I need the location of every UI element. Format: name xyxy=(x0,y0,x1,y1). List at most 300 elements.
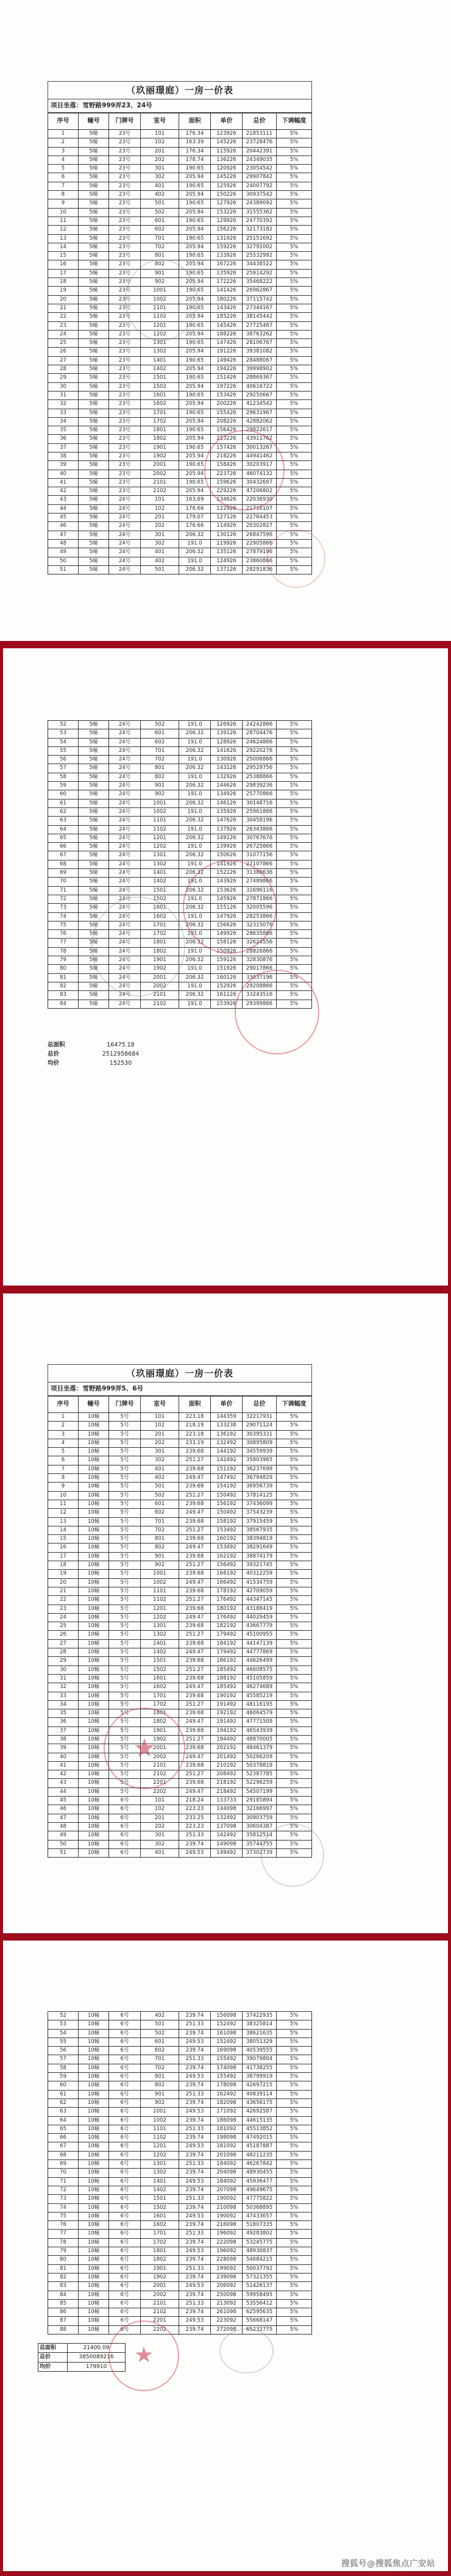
table-cell: 76 xyxy=(48,2221,79,2230)
table-cell: 44 xyxy=(48,505,79,513)
table-cell: 80 xyxy=(48,2256,79,2264)
table-row xyxy=(48,895,312,904)
table-cell: 10幢 xyxy=(79,1579,109,1587)
table-cell: 239.68 xyxy=(179,1500,211,1509)
table-cell: 83 xyxy=(48,991,79,1000)
table-cell: 5号 xyxy=(109,1465,141,1474)
table-cell: 23号 xyxy=(109,348,141,356)
table-row xyxy=(48,548,312,557)
table-cell: 501 xyxy=(141,2020,179,2029)
table-row xyxy=(48,331,312,339)
table-cell: 6号 xyxy=(109,2221,141,2230)
table-cell: 23号 xyxy=(109,313,141,321)
table-row xyxy=(48,747,312,756)
table-cell: 25388866 xyxy=(243,773,277,782)
table-cell: 45100955 xyxy=(243,1631,277,1639)
table-cell: 24号 xyxy=(109,773,141,782)
table-cell: 1402 xyxy=(141,878,179,886)
table-cell: 222098 xyxy=(211,2239,243,2247)
table-cell: 144192 xyxy=(211,1448,243,1456)
table-cell: 10幢 xyxy=(79,2300,109,2308)
table-cell: 139926 xyxy=(211,843,243,851)
table-cell: 5% xyxy=(277,843,312,851)
price-table xyxy=(48,113,312,574)
table-row xyxy=(48,982,312,991)
table-cell: 190.65 xyxy=(179,287,211,295)
table-cell: 5% xyxy=(277,418,312,426)
table-cell: 87 xyxy=(48,2317,79,2325)
table-cell: 205.94 xyxy=(179,400,211,409)
table-cell: 45105859 xyxy=(243,1675,277,1683)
table-cell: 5幢 xyxy=(79,252,109,260)
table-cell: 153492 xyxy=(211,1544,243,1552)
table-cell: 28253866 xyxy=(243,913,277,921)
table-cell: 34 xyxy=(48,418,79,426)
table-cell: 24号 xyxy=(109,764,141,773)
table-cell: 55 xyxy=(48,747,79,756)
table-cell: 10幢 xyxy=(79,1657,109,1665)
table-cell: 153926 xyxy=(211,1000,243,1009)
table-cell: 5% xyxy=(277,1841,312,1849)
table-cell: 10幢 xyxy=(79,1622,109,1631)
table-cell: 161126 xyxy=(211,991,243,1000)
table-cell: 48930837 xyxy=(243,2247,277,2256)
table-cell: 63 xyxy=(48,817,79,825)
table-cell: 5% xyxy=(277,270,312,278)
table-row xyxy=(48,965,312,973)
table-cell: 5号 xyxy=(109,1683,141,1692)
table-cell: 5% xyxy=(277,409,312,418)
table-cell: 206.32 xyxy=(179,904,211,912)
table-cell: 206.32 xyxy=(179,729,211,738)
price-table-continued xyxy=(48,720,312,1009)
table-cell: 5% xyxy=(277,1744,312,1753)
table-cell: 49 xyxy=(48,1831,79,1840)
table-cell: 5% xyxy=(277,2230,312,2238)
table-cell: 38291649 xyxy=(243,1544,277,1552)
table-cell: 6号 xyxy=(109,2213,141,2221)
table-cell: 5% xyxy=(277,1631,312,1639)
table-cell: 801 xyxy=(141,252,179,260)
table-cell: 5幢 xyxy=(79,148,109,156)
table-cell: 6号 xyxy=(109,2291,141,2300)
table-cell: 402 xyxy=(141,557,179,566)
table-cell: 5% xyxy=(277,1718,312,1726)
table-cell: 24号 xyxy=(109,531,141,540)
table-cell: 802 xyxy=(141,260,179,269)
table-cell: 6号 xyxy=(109,2117,141,2125)
table-cell: 402 xyxy=(141,191,179,199)
table-cell: 5幢 xyxy=(79,470,109,479)
table-cell: 249.47 xyxy=(179,1579,211,1587)
table-cell: 206.32 xyxy=(179,974,211,982)
table-cell: 5% xyxy=(277,348,312,356)
table-cell: 23号 xyxy=(109,243,141,252)
table-cell: 20442391 xyxy=(243,148,277,156)
table-cell: 5% xyxy=(277,209,312,217)
table-cell: 33 xyxy=(48,1692,79,1701)
table-row xyxy=(48,1666,312,1675)
table-cell: 23号 xyxy=(109,217,141,226)
table-cell: 23号 xyxy=(109,156,141,165)
table-cell: 82 xyxy=(48,982,79,991)
table-cell: 72 xyxy=(48,895,79,904)
table-cell: 134626 xyxy=(211,496,243,504)
table-cell: 5% xyxy=(277,217,312,226)
table-cell: 39 xyxy=(48,1744,79,1753)
table-cell: 26343866 xyxy=(243,826,277,834)
table-cell: 5幢 xyxy=(79,860,109,869)
table-cell: 43656175 xyxy=(243,2099,277,2108)
table-cell: 63 xyxy=(48,2108,79,2116)
table-cell: 5号 xyxy=(109,1553,141,1561)
table-cell: 23号 xyxy=(109,209,141,217)
table-row xyxy=(48,2091,312,2099)
table-cell: 208226 xyxy=(211,418,243,426)
table-cell: 2001 xyxy=(141,1744,179,1753)
table-cell: 5幢 xyxy=(79,834,109,843)
table-row xyxy=(48,226,312,234)
table-cell: 10幢 xyxy=(79,1614,109,1622)
table-cell: 41 xyxy=(48,479,79,487)
table-cell: 36237699 xyxy=(243,1465,277,1474)
table-cell: 156098 xyxy=(211,2012,243,2020)
table-cell: 5幢 xyxy=(79,826,109,834)
table-cell: 40539555 xyxy=(243,2047,277,2055)
table-cell: 23号 xyxy=(109,444,141,453)
table-cell: 84 xyxy=(48,1000,79,1009)
table-row xyxy=(48,1456,312,1465)
table-cell: 154192 xyxy=(211,1483,243,1491)
table-cell: 150226 xyxy=(211,191,243,199)
table-cell: 26962867 xyxy=(243,287,277,295)
table-cell: 6号 xyxy=(109,2055,141,2064)
table-row xyxy=(48,2064,312,2073)
table-row xyxy=(48,1605,312,1614)
table-cell: 190.65 xyxy=(179,444,211,453)
table-cell: 64 xyxy=(48,826,79,834)
table-cell: 602 xyxy=(141,226,179,234)
table-cell: 5% xyxy=(277,374,312,382)
table-cell: 6号 xyxy=(109,2073,141,2081)
table-cell: 5幢 xyxy=(79,948,109,956)
table-cell: 10幢 xyxy=(79,2308,109,2317)
table-cell: 239.68 xyxy=(179,1518,211,1526)
table-cell: 201 xyxy=(141,1814,179,1823)
table-cell: 228098 xyxy=(211,2256,243,2264)
table-cell: 153626 xyxy=(211,887,243,895)
table-cell: 6号 xyxy=(109,2186,141,2195)
table-cell: 24号 xyxy=(109,974,141,982)
table-cell: 10幢 xyxy=(79,2230,109,2238)
table-cell: 1802 xyxy=(141,948,179,956)
column-header: 序号 xyxy=(48,1397,79,1413)
table-cell: 5幢 xyxy=(79,365,109,374)
table-cell: 32005596 xyxy=(243,904,277,912)
table-cell: 10幢 xyxy=(79,1841,109,1849)
table-row xyxy=(48,2047,312,2055)
table-cell: 6号 xyxy=(109,2178,141,2186)
table-cell: 46 xyxy=(48,522,79,531)
table-cell: 6号 xyxy=(109,2326,141,2334)
table-cell: 191.0 xyxy=(179,557,211,566)
table-cell: 5% xyxy=(277,1701,312,1709)
table-cell: 67 xyxy=(48,2142,79,2151)
table-cell: 39321745 xyxy=(243,1561,277,1570)
table-cell: 1401 xyxy=(141,1640,179,1648)
table-cell: 223.18 xyxy=(179,1413,211,1422)
company-seal-stamp: ★ xyxy=(104,1708,185,1789)
table-cell: 5% xyxy=(277,165,312,173)
table-cell: 23号 xyxy=(109,278,141,287)
table-cell: 802 xyxy=(141,773,179,782)
table-row xyxy=(48,444,312,453)
table-cell: 23号 xyxy=(109,130,141,138)
table-cell: 6号 xyxy=(109,2300,141,2308)
table-cell: 5% xyxy=(277,1831,312,1840)
table-cell: 130126 xyxy=(211,531,243,540)
table-cell: 10幢 xyxy=(79,1518,109,1526)
table-cell: 801 xyxy=(141,2073,179,2081)
table-cell: 176.66 xyxy=(179,505,211,513)
table-cell: 5号 xyxy=(109,1587,141,1596)
table-cell: 1202 xyxy=(141,843,179,851)
table-cell: 44029459 xyxy=(243,1614,277,1622)
table-cell: 249.53 xyxy=(179,1849,211,1858)
table-cell: 5幢 xyxy=(79,348,109,356)
table-cell: 2101 xyxy=(141,991,179,1000)
table-cell: 21 xyxy=(48,304,79,313)
table-cell: 401 xyxy=(141,1849,179,1858)
table-cell: 82 xyxy=(48,2274,79,2282)
table-cell: 10幢 xyxy=(79,1788,109,1797)
section-separator xyxy=(3,1286,448,1293)
table-cell: 6号 xyxy=(109,2256,141,2264)
table-cell: 5号 xyxy=(109,1727,141,1736)
table-cell: 5% xyxy=(277,383,312,392)
table-cell: 5号 xyxy=(109,1474,141,1483)
table-cell: 133926 xyxy=(211,252,243,260)
table-cell: 2 xyxy=(48,138,79,147)
table-cell: 31696116 xyxy=(243,887,277,895)
table-cell: 147492 xyxy=(211,1474,243,1483)
table-cell: 28291836 xyxy=(243,566,277,574)
table-cell: 6号 xyxy=(109,2030,141,2038)
table-cell: 701 xyxy=(141,747,179,756)
table-row xyxy=(48,209,312,217)
table-row xyxy=(48,348,312,356)
table-cell: 5% xyxy=(277,2099,312,2108)
table-cell: 6 xyxy=(48,173,79,182)
table-cell: 601 xyxy=(141,2038,179,2047)
table-cell: 2001 xyxy=(141,2282,179,2291)
table-cell: 1602 xyxy=(141,400,179,409)
table-cell: 5% xyxy=(277,887,312,895)
table-row xyxy=(48,1509,312,1517)
table-cell: 58 xyxy=(48,2064,79,2073)
table-cell: 5幢 xyxy=(79,540,109,548)
table-cell: 191.0 xyxy=(179,790,211,799)
table-cell: 5幢 xyxy=(79,904,109,912)
table-cell: 46274689 xyxy=(243,1683,277,1692)
table-cell: 10幢 xyxy=(79,1770,109,1779)
table-cell: 84 xyxy=(48,2291,79,2300)
table-cell: 1302 xyxy=(141,860,179,869)
table-cell: 3 xyxy=(48,148,79,156)
table-row xyxy=(48,939,312,947)
table-row xyxy=(48,173,312,182)
table-cell: 40616722 xyxy=(243,383,277,392)
table-cell: 75 xyxy=(48,2213,79,2221)
table-cell: 5幢 xyxy=(79,270,109,278)
table-cell: 32315076 xyxy=(243,921,277,930)
table-cell: 502 xyxy=(141,2030,179,2038)
table-cell: 28 xyxy=(48,365,79,374)
table-cell: 1301 xyxy=(141,851,179,860)
table-row xyxy=(48,2195,312,2203)
table-cell: 10幢 xyxy=(79,1500,109,1509)
table-row xyxy=(48,1779,312,1787)
table-cell: 156192 xyxy=(211,1500,243,1509)
table-cell: 20 xyxy=(48,1579,79,1587)
table-cell: 49283802 xyxy=(243,2230,277,2238)
table-cell: 5% xyxy=(277,304,312,313)
table-cell: 76 xyxy=(48,930,79,939)
table-cell: 191.0 xyxy=(179,860,211,869)
table-cell: 24389092 xyxy=(243,199,277,208)
table-cell: 2101 xyxy=(141,2300,179,2308)
table-cell: 29017866 xyxy=(243,965,277,973)
table-row xyxy=(48,1814,312,1823)
table-cell: 249.47 xyxy=(179,1544,211,1552)
table-cell: 12 xyxy=(48,226,79,234)
table-cell: 6号 xyxy=(109,2274,141,2282)
table-cell: 5% xyxy=(277,800,312,808)
table-cell: 239.68 xyxy=(179,1709,211,1718)
table-cell: 172226 xyxy=(211,278,243,287)
table-cell: 13 xyxy=(48,235,79,243)
table-cell: 5% xyxy=(277,1596,312,1605)
table-cell: 202 xyxy=(141,522,179,531)
table-cell: 5号 xyxy=(109,1657,141,1665)
table-cell: 2101 xyxy=(141,479,179,487)
table-row xyxy=(48,2020,312,2029)
table-cell: 5幢 xyxy=(79,418,109,426)
table-cell: 74 xyxy=(48,913,79,921)
table-cell: 239.68 xyxy=(179,1605,211,1614)
table-cell: 77 xyxy=(48,939,79,947)
table-cell: 194226 xyxy=(211,365,243,374)
table-cell: 24号 xyxy=(109,826,141,834)
table-row xyxy=(48,2221,312,2230)
table-cell: 42 xyxy=(48,487,79,496)
table-cell: 251.27 xyxy=(179,1736,211,1744)
table-cell: 5号 xyxy=(109,1779,141,1787)
table-cell: 10幢 xyxy=(79,1483,109,1491)
table-cell: 5号 xyxy=(109,1492,141,1500)
table-cell: 901 xyxy=(141,1553,179,1561)
table-cell: 23号 xyxy=(109,270,141,278)
table-cell: 23号 xyxy=(109,357,141,365)
table-cell: 5幢 xyxy=(79,939,109,947)
table-cell: 206.32 xyxy=(179,764,211,773)
table-cell: 5幢 xyxy=(79,296,109,304)
table-cell: 1801 xyxy=(141,2247,179,2256)
table-cell: 6号 xyxy=(109,2134,141,2142)
table-cell: 10幢 xyxy=(79,2091,109,2099)
table-cell: 48 xyxy=(48,1823,79,1831)
table-cell: 133238 xyxy=(211,1422,243,1430)
table-cell: 24号 xyxy=(109,557,141,566)
table-cell: 6 xyxy=(48,1456,79,1465)
table-row xyxy=(48,860,312,869)
table-cell: 66 xyxy=(48,843,79,851)
table-row xyxy=(48,2317,312,2325)
table-cell: 147926 xyxy=(211,913,243,921)
table-cell: 239.68 xyxy=(179,1448,211,1456)
table-cell: 223.18 xyxy=(179,1431,211,1439)
table-cell: 239.68 xyxy=(179,1779,211,1787)
table-cell: 32166997 xyxy=(243,1805,277,1814)
table-row xyxy=(48,2265,312,2274)
table-cell: 251.27 xyxy=(179,1561,211,1570)
table-cell: 149126 xyxy=(211,834,243,843)
table-cell: 2002 xyxy=(141,470,179,479)
table-cell: 2101 xyxy=(141,1762,179,1770)
table-cell: 150926 xyxy=(211,948,243,956)
table-cell: 2102 xyxy=(141,487,179,496)
table-cell: 28869367 xyxy=(243,374,277,382)
table-cell: 144098 xyxy=(211,1805,243,1814)
table-cell: 10幢 xyxy=(79,2274,109,2282)
table-cell: 23号 xyxy=(109,331,141,339)
table-cell: 5幢 xyxy=(79,383,109,392)
table-cell: 65 xyxy=(48,2125,79,2134)
table-cell: 901 xyxy=(141,270,179,278)
table-cell: 5% xyxy=(277,1605,312,1614)
table-cell: 24号 xyxy=(109,991,141,1000)
table-cell: 5幢 xyxy=(79,260,109,269)
table-cell: 5% xyxy=(277,2125,312,2134)
table-cell: 191226 xyxy=(211,348,243,356)
table-cell: 10幢 xyxy=(79,2204,109,2213)
table-cell: 5% xyxy=(277,1483,312,1491)
table-cell: 10幢 xyxy=(79,1648,109,1657)
table-cell: 23号 xyxy=(109,426,141,435)
table-cell: 5幢 xyxy=(79,182,109,191)
table-cell: 1402 xyxy=(141,1648,179,1657)
table-cell: 23860866 xyxy=(243,557,277,566)
table-cell: 54 xyxy=(48,739,79,747)
table-row xyxy=(48,2160,312,2169)
table-cell: 202 xyxy=(141,1823,179,1831)
table-cell: 1602 xyxy=(141,2221,179,2230)
table-row xyxy=(48,1622,312,1631)
table-cell: 101 xyxy=(141,1797,179,1805)
table-cell: 5% xyxy=(277,252,312,260)
table-cell: 72 xyxy=(48,2186,79,2195)
table-cell: 5幢 xyxy=(79,548,109,557)
table-cell: 1601 xyxy=(141,392,179,400)
table-cell: 5% xyxy=(277,1666,312,1675)
table-cell: 5% xyxy=(277,2204,312,2213)
table-row xyxy=(48,383,312,392)
table-row xyxy=(48,1841,312,1849)
table-cell: 43911762 xyxy=(243,435,277,443)
table-cell: 206.32 xyxy=(179,851,211,860)
table-cell: 5% xyxy=(277,764,312,773)
table-cell: 205.94 xyxy=(179,243,211,252)
